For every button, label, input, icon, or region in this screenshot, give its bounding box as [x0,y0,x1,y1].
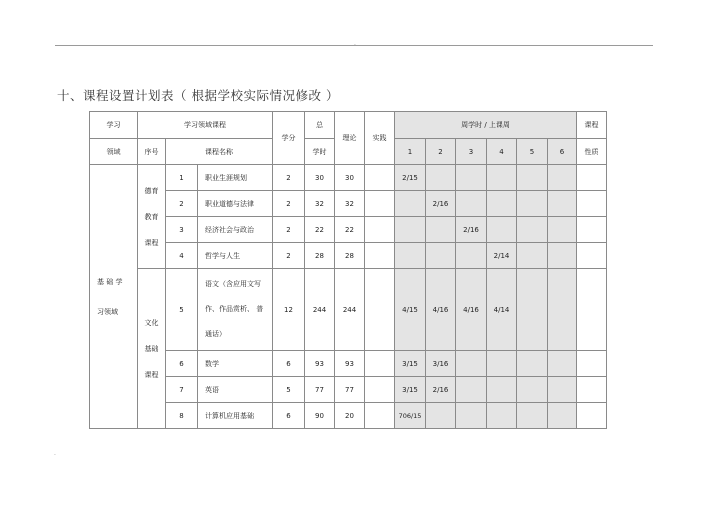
course-plan-table [89,111,607,429]
header-semester: 5 [517,139,548,165]
total-cell: 77 [305,377,335,403]
theory-cell: 244 [335,269,365,351]
header-practice: 实践 [365,112,395,165]
credits-cell: 6 [273,351,305,377]
area-line: 基 础 学 [97,277,123,286]
week-cell [487,165,517,191]
week-cell [456,377,487,403]
seq-cell: 1 [166,165,198,191]
week-cell [548,269,577,351]
week-cell [426,165,456,191]
header-weekly-hours: 周学时 / 上课周 [395,112,577,139]
group-line: 德育 [144,186,159,195]
week-cell: 4/16 [426,269,456,351]
practice-cell [365,217,395,243]
header-credits: 学分 [273,112,305,165]
remark-cell [577,243,607,269]
week-cell [548,191,577,217]
header-remark-bottom: 性质 [577,139,607,165]
week-cell [548,217,577,243]
seq-cell: 5 [166,269,198,351]
total-cell: 244 [305,269,335,351]
total-cell: 22 [305,217,335,243]
header-course-group: 学习领域课程 [138,112,273,139]
header-total-bottom: 学时 [305,139,335,165]
week-cell: 2/15 [395,165,426,191]
header-theory: 理论 [335,112,365,165]
group-line: 课程 [144,238,159,247]
credits-cell: 2 [273,165,305,191]
group-cell-culture [138,269,166,429]
remark-cell [577,269,607,351]
week-cell: 706/15 [395,403,426,429]
table-row [90,269,607,351]
course-name-line: 作、作品赏析、 普 [205,305,264,313]
credits-cell: 2 [273,191,305,217]
week-cell [456,351,487,377]
table-row [90,403,607,429]
remark-cell [577,377,607,403]
week-cell [395,217,426,243]
course-name-cell: 数学 [198,351,273,377]
week-cell [517,269,548,351]
week-cell [426,217,456,243]
week-cell: 2/16 [426,377,456,403]
week-cell: 3/16 [426,351,456,377]
week-cell [456,165,487,191]
header-semester: 4 [487,139,517,165]
week-cell [456,191,487,217]
table-row [90,351,607,377]
practice-cell [365,269,395,351]
section-title: 十、课程设置计划表（ 根据学校实际情况修改 ） [57,88,339,103]
total-cell: 93 [305,351,335,377]
course-name-cell: 经济社会与政治 [198,217,273,243]
header-row-1 [90,112,607,139]
credits-cell: 2 [273,243,305,269]
course-name-cell: 英语 [198,377,273,403]
week-cell: 4/14 [487,269,517,351]
total-cell: 30 [305,165,335,191]
header-semester: 3 [456,139,487,165]
header-total-top: 总 [305,112,335,139]
practice-cell [365,243,395,269]
seq-cell: 4 [166,243,198,269]
week-cell [487,403,517,429]
header-area-bottom: 领域 [90,139,138,165]
week-cell: 4/16 [456,269,487,351]
week-cell [487,351,517,377]
header-semester: 1 [395,139,426,165]
practice-cell [365,351,395,377]
seq-cell: 3 [166,217,198,243]
table-row [90,165,607,191]
remark-cell [577,165,607,191]
header-semester: 2 [426,139,456,165]
week-cell [548,377,577,403]
seq-cell: 6 [166,351,198,377]
week-cell: 3/15 [395,351,426,377]
remark-cell [577,351,607,377]
header-mark: . [354,40,356,47]
theory-cell: 20 [335,403,365,429]
table-row [90,191,607,217]
group-line: 文化 [144,318,159,327]
course-name-cell [198,269,273,351]
week-cell [426,243,456,269]
course-name-cell: 职业道德与法律 [198,191,273,217]
week-cell [487,191,517,217]
theory-cell: 30 [335,165,365,191]
group-line: 教育 [144,212,159,221]
course-name-line: 通话） [205,330,226,338]
week-cell [456,243,487,269]
table-row [90,243,607,269]
group-line: 课程 [144,370,159,379]
practice-cell [365,377,395,403]
remark-cell [577,403,607,429]
header-course-name: 课程名称 [166,139,273,165]
week-cell [517,243,548,269]
area-cell [90,165,138,429]
week-cell [548,165,577,191]
credits-cell: 5 [273,377,305,403]
group-cell-moral [138,165,166,269]
week-cell [426,403,456,429]
group-line: 基础 [144,344,159,353]
week-cell [517,377,548,403]
week-cell [517,403,548,429]
course-name-line: 语文（含应用文写 [205,280,261,288]
week-cell: 2/16 [456,217,487,243]
week-cell [456,403,487,429]
header-seq: 序号 [138,139,166,165]
seq-cell: 7 [166,377,198,403]
week-cell [487,377,517,403]
theory-cell: 77 [335,377,365,403]
week-cell [548,403,577,429]
week-cell: 2/14 [487,243,517,269]
week-cell: 4/15 [395,269,426,351]
credits-cell: 6 [273,403,305,429]
remark-cell [577,191,607,217]
header-area-top: 学习 [90,112,138,139]
practice-cell [365,165,395,191]
week-cell [548,351,577,377]
seq-cell: 8 [166,403,198,429]
total-cell: 32 [305,191,335,217]
theory-cell: 93 [335,351,365,377]
theory-cell: 28 [335,243,365,269]
footer-mark: . [54,450,56,457]
week-cell: 3/15 [395,377,426,403]
week-cell: 2/16 [426,191,456,217]
seq-cell: 2 [166,191,198,217]
area-line: 习领域 [97,307,118,316]
credits-cell: 12 [273,269,305,351]
week-cell [548,243,577,269]
week-cell [517,217,548,243]
week-cell [487,217,517,243]
theory-cell: 22 [335,217,365,243]
course-name-cell: 哲学与人生 [198,243,273,269]
course-name-cell: 计算机应用基础 [198,403,273,429]
practice-cell [365,403,395,429]
total-cell: 90 [305,403,335,429]
total-cell: 28 [305,243,335,269]
header-remark-top: 课程 [577,112,607,139]
week-cell [395,243,426,269]
credits-cell: 2 [273,217,305,243]
week-cell [517,165,548,191]
week-cell [517,191,548,217]
table-row [90,377,607,403]
practice-cell [365,191,395,217]
week-cell [517,351,548,377]
remark-cell [577,217,607,243]
header-semester: 6 [548,139,577,165]
theory-cell: 32 [335,191,365,217]
table-row [90,217,607,243]
course-name-cell: 职业生涯规划 [198,165,273,191]
week-cell [395,191,426,217]
